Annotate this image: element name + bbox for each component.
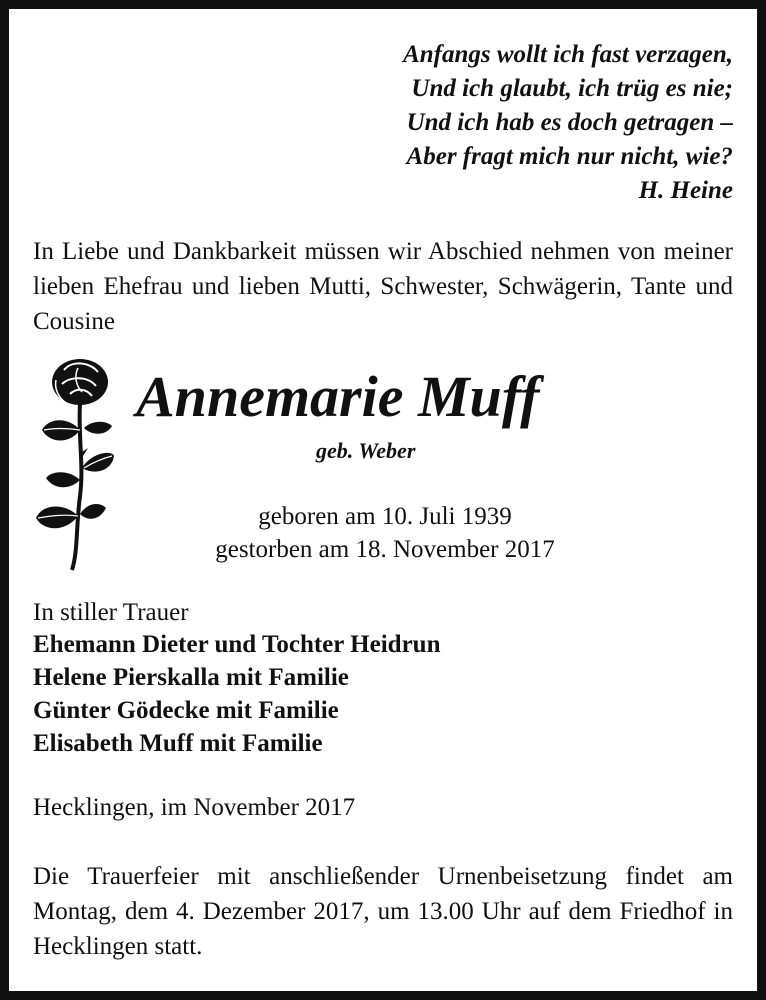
death-date: gestorben am 18. November 2017 [215, 536, 555, 563]
poem-line: Und ich glaubt, ich trüg es nie; [411, 75, 733, 102]
poem-author: H. Heine [638, 177, 733, 204]
deceased-name: Annemarie Muff [136, 364, 540, 429]
life-dates [150, 500, 620, 566]
place-date: Hecklingen, im November 2017 [33, 794, 356, 821]
poem [403, 38, 733, 208]
mourner: Helene Pierskalla mit Familie [33, 664, 349, 691]
poem-line: Und ich hab es doch getragen – [406, 109, 733, 136]
poem-line: Aber fragt mich nur nicht, wie? [406, 143, 733, 170]
birth-date: geboren am 10. Juli 1939 [258, 503, 512, 530]
mourner: Ehemann Dieter und Tochter Heidrun [33, 631, 441, 658]
mourners-label: In stiller Trauer [33, 599, 189, 626]
poem-line: Anfangs wollt ich fast verzagen, [403, 41, 733, 68]
intro-text: In Liebe und Dankbarkeit müssen wir Abschied nehmen von meiner lieben Ehefrau und lieben Mutti, Schwester, Schwägerin, Tante und Cousine [33, 238, 733, 335]
mourners-list [33, 628, 440, 760]
rose-icon [34, 356, 116, 574]
mourner: Elisabeth Muff mit Familie [33, 730, 323, 757]
maiden-name: geb. Weber [316, 438, 416, 463]
mourner: Günter Gödecke mit Familie [33, 697, 339, 724]
funeral-details: Die Trauerfeier mit anschließender Urnenbeisetzung findet am Montag, dem 4. Dezember 2017, um 13.00 Uhr auf dem Friedhof in Hecklingen statt. [33, 863, 733, 960]
